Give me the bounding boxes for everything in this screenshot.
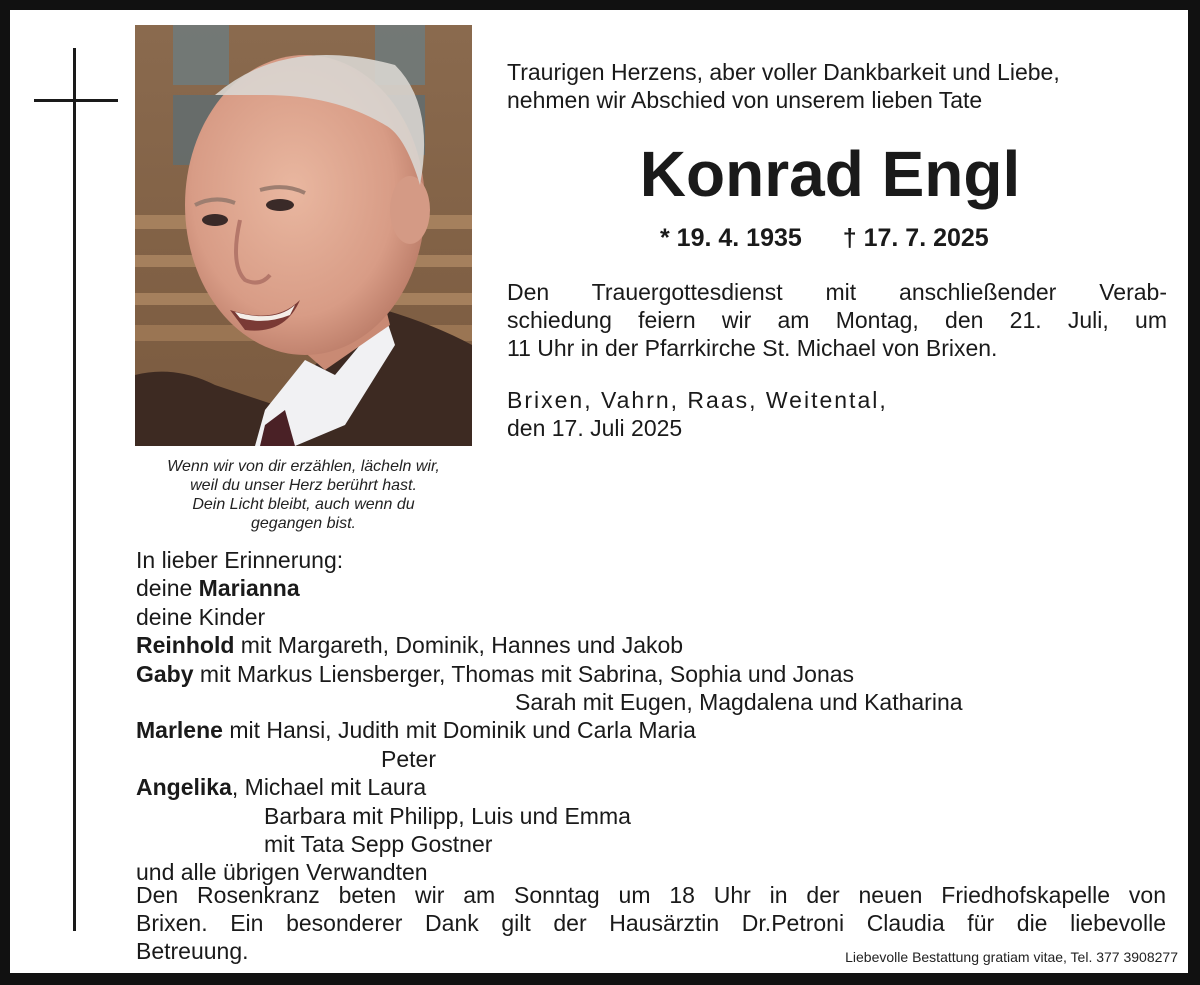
closing-line: Brixen. Ein besonderer Dank gilt der Hausärztin Dr.Petroni Claudia für die liebevolle bbox=[136, 910, 1166, 936]
closing-line: Betreuung. bbox=[136, 938, 249, 964]
child-name: Reinhold bbox=[136, 632, 235, 659]
mourner-reinhold bbox=[136, 631, 963, 659]
quote-line: Wenn wir von dir erzählen, lächeln wir, bbox=[167, 458, 440, 475]
closing-line: Den Rosenkranz beten wir am Sonntag um 18 Uhr in der neuen Friedhofskapelle von bbox=[136, 882, 1166, 908]
wife-name: Marianna bbox=[198, 575, 300, 602]
child-name: Angelika bbox=[136, 774, 232, 801]
mourner-angelika bbox=[136, 773, 963, 801]
wife-prefix: deine bbox=[136, 575, 199, 602]
life-dates bbox=[660, 223, 989, 253]
family-text: , Michael mit Laura bbox=[231, 774, 427, 801]
relatives-line: und alle übrigen Verwandten bbox=[136, 859, 428, 886]
intro-line: Traurigen Herzens, aber voller Dankbarkeit und Liebe, bbox=[507, 59, 1060, 85]
mourner-marlene bbox=[136, 716, 963, 744]
service-line: Den Trauergottesdienst mit anschließender Verab- bbox=[507, 279, 1167, 305]
quote-line: Dein Licht bleibt, auch wenn du bbox=[192, 496, 415, 513]
mourner-angelika-continued: mit Tata Sepp Gostner bbox=[264, 830, 493, 857]
quote-line: weil du unser Herz berührt hast. bbox=[190, 477, 417, 494]
family-text: mit Markus Liensberger, Thomas mit Sabrina, Sophia und Jonas bbox=[193, 660, 855, 687]
family-text: mit Hansi, Judith mit Dominik und Carla Maria bbox=[222, 717, 696, 744]
quote-line: gegangen bist. bbox=[251, 515, 356, 532]
mourner-angelika-continued: Barbara mit Philipp, Luis und Emma bbox=[264, 802, 631, 829]
intro-text bbox=[507, 58, 1060, 114]
mourners-list bbox=[136, 546, 963, 887]
birth-date: * 19. 4. 1935 bbox=[660, 224, 802, 252]
service-line: schiedung feiern wir am Montag, den 21. Juli, um bbox=[507, 307, 1167, 333]
mourners-heading: In lieber Erinnerung: bbox=[136, 547, 344, 573]
death-date: † 17. 7. 2025 bbox=[842, 224, 989, 252]
towns-line: Brixen, Vahrn, Raas, Weitental, bbox=[507, 387, 888, 413]
intro-line: nehmen wir Abschied von unserem lieben Tate bbox=[507, 87, 983, 113]
deceased-name: Konrad Engl bbox=[639, 138, 1021, 210]
child-name: Gaby bbox=[136, 660, 194, 687]
family-text: mit Margareth, Dominik, Hannes und Jakob bbox=[234, 632, 684, 659]
mourner-marlene-continued: Peter bbox=[381, 745, 436, 772]
mourner-wife bbox=[136, 574, 963, 602]
funeral-service-notice bbox=[507, 278, 1167, 362]
child-name: Marlene bbox=[136, 717, 223, 744]
place-and-date bbox=[507, 386, 888, 442]
date-line: den 17. Juli 2025 bbox=[507, 415, 683, 441]
mourner-gaby-continued: Sarah mit Eugen, Magdalena und Katharina bbox=[515, 688, 963, 715]
cross-horizontal-bar bbox=[34, 99, 118, 102]
service-line: 11 Uhr in der Pfarrkirche St. Michael von Brixen. bbox=[507, 335, 998, 361]
mourner-gaby bbox=[136, 660, 963, 688]
kids-heading: deine Kinder bbox=[136, 603, 266, 630]
memorial-quote bbox=[135, 457, 472, 533]
funeral-home-footer: Liebevolle Bestattung gratiam vitae, Tel. 377 3908277 bbox=[845, 949, 1178, 965]
portrait-photo bbox=[135, 25, 472, 446]
cross-vertical-bar bbox=[73, 48, 76, 931]
